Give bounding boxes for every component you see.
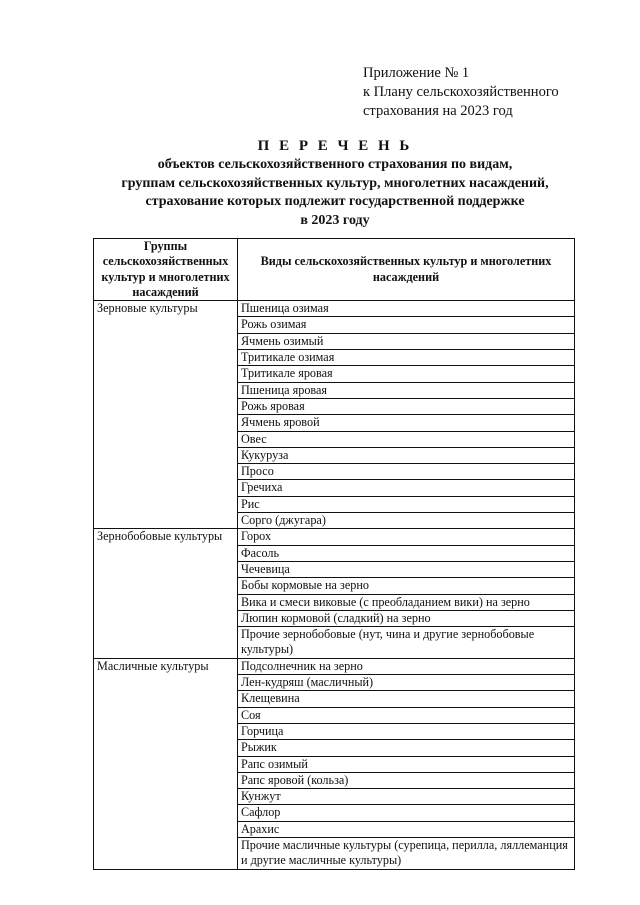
crop-type-cell: Прочие масличные культуры (сурепица, перилла, ляллеманция и другие масличные культуры): [238, 837, 575, 869]
crop-type-cell: Люпин кормовой (сладкий) на зерно: [238, 610, 575, 626]
crop-type-cell: Чечевица: [238, 561, 575, 577]
header-groups: Группы сельскохозяйственных культур и многолетних насаждений: [94, 239, 238, 301]
crop-type-cell: Тритикале озимая: [238, 350, 575, 366]
crop-type-cell: Тритикале яровая: [238, 366, 575, 382]
table-header-row: [94, 239, 575, 301]
crop-type-cell: Рожь озимая: [238, 317, 575, 333]
crop-type-cell: Рыжик: [238, 740, 575, 756]
crop-type-cell: Рапс озимый: [238, 756, 575, 772]
appendix-line-1: Приложение № 1: [363, 65, 470, 81]
crop-type-cell: Пшеница озимая: [238, 301, 575, 317]
crop-type-cell: Лен-кудряш (масличный): [238, 675, 575, 691]
crop-type-cell: Фасоль: [238, 545, 575, 561]
crop-type-cell: Пшеница яровая: [238, 382, 575, 398]
crop-type-cell: Арахис: [238, 821, 575, 837]
crop-type-cell: Горох: [238, 529, 575, 545]
crop-type-cell: Прочие зернобобовые (нут, чина и другие зернобобовые культуры): [238, 627, 575, 659]
crops-table: [93, 238, 575, 870]
crop-type-cell: Рис: [238, 496, 575, 512]
group-name-cell: Масличные культуры: [94, 658, 238, 869]
table-row: [94, 529, 575, 545]
appendix-note: [363, 64, 559, 121]
title-main: П Е Р Е Ч Е Н Ь: [257, 138, 413, 154]
table-body: [94, 301, 575, 869]
appendix-line-2: к Плану сельскохозяйственного: [363, 84, 559, 100]
crop-type-cell: Ячмень яровой: [238, 415, 575, 431]
document-title: [92, 136, 578, 230]
crop-type-cell: Клещевина: [238, 691, 575, 707]
crop-type-cell: Сафлор: [238, 805, 575, 821]
table-row: [94, 658, 575, 674]
group-name-cell: Зернобобовые культуры: [94, 529, 238, 658]
crop-type-cell: Рапс яровой (кольза): [238, 772, 575, 788]
crop-type-cell: Кунжут: [238, 789, 575, 805]
title-subtitle-line-1: объектов сельскохозяйственного страхования по видам,: [157, 157, 513, 172]
title-subtitle-line-4: в 2023 году: [300, 212, 370, 228]
crop-type-cell: Кукуруза: [238, 447, 575, 463]
table-row: [94, 301, 575, 317]
crop-type-cell: Горчица: [238, 723, 575, 739]
crop-type-cell: Рожь яровая: [238, 398, 575, 414]
title-subtitle-line-3: страхование которых подлежит государственной поддержке: [145, 194, 525, 209]
title-subtitle-line-2: группам сельскохозяйственных культур, многолетних насаждений,: [121, 175, 549, 191]
crop-type-cell: Ячмень озимый: [238, 333, 575, 349]
crop-type-cell: Гречиха: [238, 480, 575, 496]
crop-type-cell: Бобы кормовые на зерно: [238, 578, 575, 594]
header-types: Виды сельскохозяйственных культур и многолетних насаждений: [238, 239, 575, 301]
crop-type-cell: Подсолнечник на зерно: [238, 658, 575, 674]
appendix-line-3: страхования на 2023 год: [363, 103, 513, 119]
crop-type-cell: Овес: [238, 431, 575, 447]
crop-type-cell: Просо: [238, 464, 575, 480]
crop-type-cell: Вика и смеси виковые (с преобладанием вики) на зерно: [238, 594, 575, 610]
crop-type-cell: Соя: [238, 707, 575, 723]
crop-type-cell: Сорго (джугара): [238, 513, 575, 529]
group-name-cell: Зерновые культуры: [94, 301, 238, 529]
